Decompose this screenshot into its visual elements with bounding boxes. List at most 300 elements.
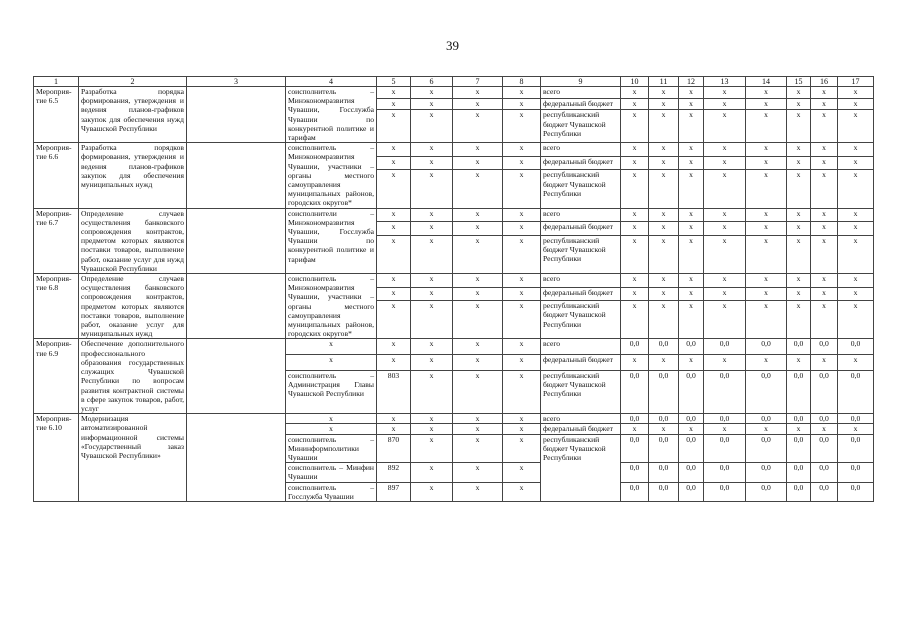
code-cell: x [377,235,411,273]
event-number: Мероприя-тие 6.8 [34,274,79,339]
event-number: Мероприя-тие 6.5 [34,87,79,143]
funding-source: всего [541,143,621,157]
code-cell: x [453,370,503,414]
value-cell: x [649,235,679,273]
code-cell: x [411,301,453,339]
code-cell: x [411,370,453,414]
value-cell: x [679,170,704,208]
value-cell: x [621,170,649,208]
funding-source: республиканский бюджет Чувашской Республики [541,170,621,208]
value-cell: x [679,208,704,222]
header-cell: 6 [411,77,453,87]
value-cell: 0,0 [704,414,746,424]
header-cell: 3 [187,77,286,87]
code-cell: x [411,222,453,236]
value-cell: x [746,170,787,208]
code-cell: x [411,355,453,371]
code-cell: x [503,222,541,236]
value-cell: x [704,98,746,110]
value-cell: x [621,301,649,339]
code-cell: 892 [377,463,411,482]
value-cell: x [838,170,874,208]
value-cell: 0,0 [679,434,704,463]
code-cell: x [453,482,503,501]
code-cell: x [377,414,411,424]
value-cell: 0,0 [746,414,787,424]
value-cell: x [679,287,704,301]
value-cell: x [679,156,704,170]
value-cell: x [704,274,746,288]
code-cell: x [503,482,541,501]
value-cell: x [679,87,704,99]
code-cell: x [411,87,453,99]
value-cell: 0,0 [787,482,811,501]
value-cell: x [811,143,838,157]
funding-source: всего [541,339,621,355]
value-cell: x [649,301,679,339]
executor-cell: x [286,355,377,371]
value-cell: x [621,87,649,99]
value-cell: 0,0 [649,370,679,414]
executor-cell: соисполнитель – Мининформполитики Чувашии [286,434,377,463]
value-cell: 0,0 [704,339,746,355]
value-cell: 0,0 [811,414,838,424]
header-cell: 9 [541,77,621,87]
code-cell: x [503,170,541,208]
page-number: 39 [446,38,459,53]
value-cell: 0,0 [811,434,838,463]
header-cell: 1 [34,77,79,87]
value-cell: x [746,87,787,99]
value-cell: x [811,170,838,208]
code-cell: x [503,463,541,482]
code-cell: x [503,339,541,355]
header-cell: 15 [787,77,811,87]
value-cell: 0,0 [621,370,649,414]
code-cell: x [453,235,503,273]
code-cell: x [377,339,411,355]
value-cell: x [811,355,838,371]
code-cell: x [503,301,541,339]
value-cell: x [746,110,787,143]
value-cell: x [838,87,874,99]
code-cell: 897 [377,482,411,501]
funding-source: республиканский бюджет Чувашской Республики [541,370,621,414]
header-cell: 5 [377,77,411,87]
value-cell: 0,0 [679,414,704,424]
table-row [34,339,874,355]
code-cell: x [411,208,453,222]
funding-source: федеральный бюджет [541,355,621,371]
value-cell: x [621,156,649,170]
value-cell: x [649,87,679,99]
value-cell: 0,0 [838,370,874,414]
value-cell: x [787,208,811,222]
value-cell: 0,0 [787,414,811,424]
value-cell: x [787,143,811,157]
header-cell: 2 [79,77,187,87]
code-cell: x [453,434,503,463]
event-title: Модернизация автоматизированной информационной системы «Государственный заказ Чувашской Республики» [79,414,187,502]
code-cell: x [377,424,411,434]
value-cell: x [621,355,649,371]
value-cell: x [787,235,811,273]
code-cell: x [411,287,453,301]
value-cell: x [811,424,838,434]
value-cell: x [746,208,787,222]
code-cell: x [377,170,411,208]
value-cell: x [746,156,787,170]
value-cell: 0,0 [838,339,874,355]
event-title: Обеспечение дополнительного профессионального образования государственных служащих Чувашской Республики по вопросам развития контрактной системы в сфере закупок товаров, работ, услуг [79,339,187,414]
code-cell: x [411,274,453,288]
header-cell: 4 [286,77,377,87]
value-cell: x [787,301,811,339]
value-cell: 0,0 [811,370,838,414]
code-cell: x [377,87,411,99]
value-cell: x [787,110,811,143]
value-cell: 0,0 [746,463,787,482]
program-table [33,76,874,502]
funding-source: федеральный бюджет [541,424,621,434]
value-cell: 0,0 [704,434,746,463]
code-cell: x [411,434,453,463]
code-cell: x [411,424,453,434]
value-cell: x [704,110,746,143]
code-cell: x [453,143,503,157]
code-cell: x [377,98,411,110]
value-cell: x [746,287,787,301]
executor-cell: соисполнитель – Минэкономразвития Чувашии, участники – органы местного самоуправления муниципальных районов, городских округов* [286,274,377,339]
code-cell: x [453,98,503,110]
code-cell: x [377,222,411,236]
table-row [34,414,874,424]
code-cell: x [503,287,541,301]
code-cell: x [411,98,453,110]
value-cell: 0,0 [649,482,679,501]
value-cell: 0,0 [679,463,704,482]
value-cell: x [746,235,787,273]
code-cell: x [453,287,503,301]
value-cell: 0,0 [704,463,746,482]
funding-source: федеральный бюджет [541,98,621,110]
funding-source: всего [541,274,621,288]
code-cell: x [503,235,541,273]
value-cell: x [811,156,838,170]
code-cell: x [453,355,503,371]
executor-cell: соисполнители – Минэкономразвития Чувашии, Госслужба Чувашии по конкурентной политике и тарифам [286,208,377,273]
responsible-cell [187,339,286,414]
value-cell: x [838,301,874,339]
code-cell: x [453,414,503,424]
value-cell: 0,0 [679,339,704,355]
executor-cell: x [286,414,377,424]
responsible-cell [187,414,286,502]
value-cell: x [746,143,787,157]
value-cell: x [811,222,838,236]
value-cell: x [704,156,746,170]
value-cell: x [649,355,679,371]
value-cell: x [704,170,746,208]
table-row [34,274,874,288]
code-cell: 870 [377,434,411,463]
value-cell: x [838,355,874,371]
value-cell: x [811,87,838,99]
table-row [34,208,874,222]
code-cell: x [411,235,453,273]
value-cell: x [704,301,746,339]
code-cell: x [411,170,453,208]
value-cell: x [621,143,649,157]
value-cell: x [679,355,704,371]
value-cell: x [621,222,649,236]
value-cell: 0,0 [838,482,874,501]
responsible-cell [187,274,286,339]
value-cell: 0,0 [704,370,746,414]
value-cell: x [679,143,704,157]
value-cell: 0,0 [621,463,649,482]
code-cell: x [411,110,453,143]
event-number: Мероприя-тие 6.7 [34,208,79,273]
value-cell: x [649,156,679,170]
executor-cell: x [286,424,377,434]
code-cell: x [503,143,541,157]
value-cell: 0,0 [838,414,874,424]
value-cell: x [621,424,649,434]
code-cell: x [411,339,453,355]
event-number: Мероприя-тие 6.6 [34,143,79,208]
value-cell: x [649,274,679,288]
value-cell: x [838,274,874,288]
code-cell: x [503,156,541,170]
value-cell: x [649,170,679,208]
value-cell: x [838,287,874,301]
value-cell: x [746,274,787,288]
value-cell: x [621,235,649,273]
value-cell: x [649,208,679,222]
code-cell: x [453,87,503,99]
value-cell: 0,0 [621,482,649,501]
value-cell: x [704,222,746,236]
code-cell: x [453,170,503,208]
value-cell: x [811,98,838,110]
value-cell: x [838,98,874,110]
header-cell: 8 [503,77,541,87]
value-cell: x [838,156,874,170]
code-cell: x [377,287,411,301]
value-cell: x [811,110,838,143]
header-cell: 12 [679,77,704,87]
value-cell: x [838,222,874,236]
funding-source: республиканский бюджет Чувашской Республики [541,434,621,501]
value-cell: x [787,156,811,170]
code-cell: x [453,156,503,170]
value-cell: x [811,287,838,301]
value-cell: 0,0 [746,339,787,355]
value-cell: x [811,208,838,222]
funding-source: всего [541,87,621,99]
value-cell: 0,0 [746,370,787,414]
table-row [34,143,874,157]
funding-source: республиканский бюджет Чувашской Республики [541,301,621,339]
event-number: Мероприя-тие 6.9 [34,339,79,414]
value-cell: 0,0 [746,434,787,463]
value-cell: x [838,208,874,222]
funding-source: всего [541,414,621,424]
value-cell: 0,0 [679,482,704,501]
code-cell: x [453,274,503,288]
code-cell: x [411,143,453,157]
value-cell: 0,0 [838,434,874,463]
value-cell: x [787,98,811,110]
code-cell: 803 [377,370,411,414]
value-cell: x [746,424,787,434]
value-cell: 0,0 [621,414,649,424]
value-cell: x [704,87,746,99]
value-cell: x [787,274,811,288]
value-cell: x [679,274,704,288]
code-cell: x [377,208,411,222]
event-title: Определение случаев осуществления банковского сопровождения контрактов, предметом которых являются поставки товаров, выполнение работ, оказание услуг для муниципальных нужд [79,274,187,339]
value-cell: x [621,287,649,301]
value-cell: 0,0 [787,339,811,355]
value-cell: x [679,222,704,236]
event-title: Определение случаев осуществления банковского сопровождения контрактов, предметом которых являются поставки товаров, выполнение работ, оказание услуг для нужд Чувашской Республики [79,208,187,273]
code-cell: x [453,339,503,355]
code-cell: x [503,424,541,434]
value-cell: x [787,424,811,434]
executor-cell: x [286,339,377,355]
value-cell: x [838,424,874,434]
header-cell: 11 [649,77,679,87]
code-cell: x [453,463,503,482]
value-cell: x [704,235,746,273]
value-cell: 0,0 [787,463,811,482]
value-cell: x [746,98,787,110]
funding-source: федеральный бюджет [541,222,621,236]
code-cell: x [503,274,541,288]
code-cell: x [503,98,541,110]
code-cell: x [503,370,541,414]
value-cell: x [746,301,787,339]
value-cell: x [838,143,874,157]
header-cell: 14 [746,77,787,87]
value-cell: 0,0 [621,339,649,355]
responsible-cell [187,87,286,143]
value-cell: x [649,222,679,236]
code-cell: x [453,208,503,222]
value-cell: 0,0 [811,463,838,482]
code-cell: x [411,156,453,170]
value-cell: x [649,110,679,143]
header-cell: 13 [704,77,746,87]
event-title: Разработка порядков формирования, утверждения и ведения планов-графиков закупок для обеспечения муниципальных нужд [79,143,187,208]
value-cell: x [704,424,746,434]
code-cell: x [377,355,411,371]
value-cell: x [621,208,649,222]
code-cell: x [453,424,503,434]
code-cell: x [377,110,411,143]
code-cell: x [411,482,453,501]
value-cell: x [787,170,811,208]
value-cell: x [838,110,874,143]
value-cell: x [649,143,679,157]
value-cell: x [838,235,874,273]
code-cell: x [377,274,411,288]
code-cell: x [377,143,411,157]
responsible-cell [187,208,286,273]
event-title: Разработка порядка формирования, утверждения и ведения планов-графиков закупок для обеспечения нужд Чувашской Республики [79,87,187,143]
code-cell: x [503,355,541,371]
value-cell: x [787,355,811,371]
value-cell: 0,0 [746,482,787,501]
value-cell: 0,0 [649,434,679,463]
code-cell: x [503,208,541,222]
value-cell: x [704,287,746,301]
funding-source: всего [541,208,621,222]
value-cell: 0,0 [811,482,838,501]
value-cell: x [621,274,649,288]
value-cell: x [787,287,811,301]
code-cell: x [453,110,503,143]
value-cell: x [679,424,704,434]
value-cell: 0,0 [649,414,679,424]
value-cell: x [746,222,787,236]
value-cell: x [649,98,679,110]
executor-cell: соисполнитель – Администрация Главы Чувашской Республики [286,370,377,414]
value-cell: x [679,235,704,273]
value-cell: x [811,235,838,273]
value-cell: x [787,87,811,99]
value-cell: x [679,110,704,143]
executor-cell: соисполнитель – Минэкономразвития Чувашии, Госслужба Чувашии по конкурентной политике и тарифам [286,87,377,143]
value-cell: 0,0 [649,339,679,355]
value-cell: 0,0 [787,370,811,414]
responsible-cell [187,143,286,208]
value-cell: 0,0 [787,434,811,463]
code-cell: x [453,222,503,236]
value-cell: 0,0 [679,370,704,414]
code-cell: x [503,87,541,99]
value-cell: x [787,222,811,236]
value-cell: 0,0 [649,463,679,482]
value-cell: x [679,301,704,339]
value-cell: x [811,301,838,339]
code-cell: x [377,156,411,170]
value-cell: x [621,110,649,143]
value-cell: x [649,287,679,301]
funding-source: федеральный бюджет [541,287,621,301]
code-cell: x [503,110,541,143]
header-row [34,77,874,87]
code-cell: x [411,414,453,424]
executor-cell: соисполнитель – Госслужба Чувашии [286,482,377,501]
value-cell: x [746,355,787,371]
executor-cell: соисполнитель – Минэкономразвития Чувашии, участники – органы местного самоуправления муниципальных районов, городских округов* [286,143,377,208]
code-cell: x [453,301,503,339]
header-cell: 17 [838,77,874,87]
value-cell: x [704,208,746,222]
value-cell: x [621,98,649,110]
value-cell: x [704,355,746,371]
value-cell: 0,0 [621,434,649,463]
executor-cell: соисполнитель – Минфин Чувашии [286,463,377,482]
header-cell: 16 [811,77,838,87]
value-cell: x [649,424,679,434]
code-cell: x [377,301,411,339]
funding-source: республиканский бюджет Чувашской Республики [541,235,621,273]
code-cell: x [503,414,541,424]
